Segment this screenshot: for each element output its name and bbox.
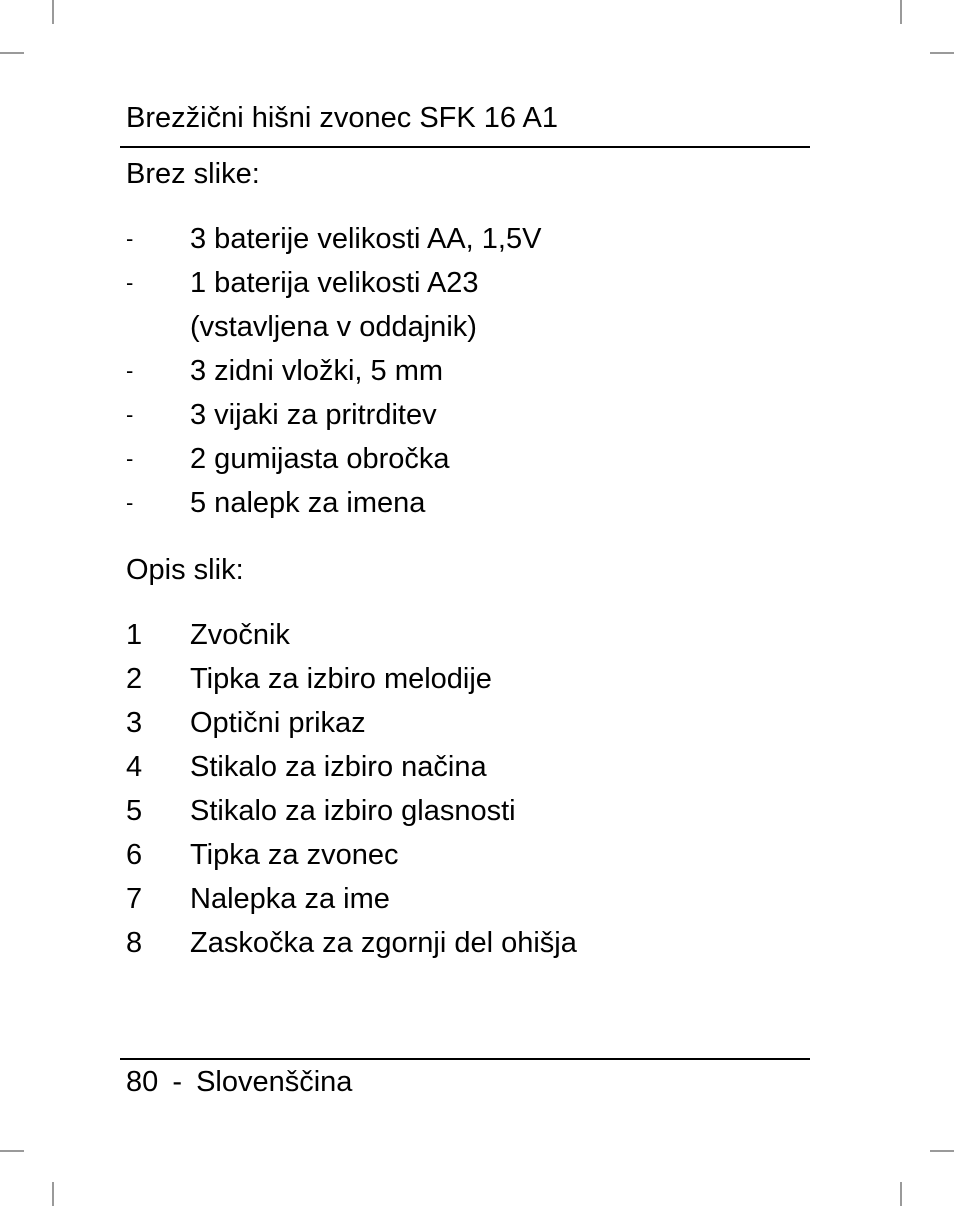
page-number: 80 xyxy=(126,1066,159,1098)
list-item xyxy=(126,921,577,965)
list-item xyxy=(126,349,541,393)
list-item-text: Zvočnik xyxy=(190,619,290,651)
page-title: Brezžični hišni zvonec SFK 16 A1 xyxy=(126,102,558,134)
not-pictured-heading: Brez slike: xyxy=(126,158,260,190)
figure-legend-heading: Opis slik: xyxy=(126,554,244,586)
list-item-text: 2 gumijasta obročka xyxy=(190,443,450,475)
list-item-text: 5 nalepk za imena xyxy=(190,487,426,519)
list-item-text: 3 vijaki za pritrditev xyxy=(190,399,437,431)
page-footer xyxy=(126,1064,352,1100)
crop-mark-top-left-h xyxy=(0,52,24,54)
list-item xyxy=(126,305,541,349)
list-marker: 7 xyxy=(126,883,143,915)
list-item xyxy=(126,261,541,305)
list-item-text: 1 baterija velikosti A23 xyxy=(190,267,479,299)
list-marker: - xyxy=(126,402,134,427)
list-marker: 4 xyxy=(126,751,143,783)
footer-language: Slovenščina xyxy=(196,1066,353,1098)
list-item-text: Stikalo za izbiro glasnosti xyxy=(190,795,516,827)
list-item-text: Tipka za izbiro melodije xyxy=(190,663,492,695)
list-marker: 3 xyxy=(126,707,143,739)
list-item xyxy=(126,613,577,657)
list-item-text: Tipka za zvonec xyxy=(190,839,399,871)
list-item xyxy=(126,217,541,261)
list-item-text: Stikalo za izbiro načina xyxy=(190,751,487,783)
list-item xyxy=(126,393,541,437)
list-marker: - xyxy=(126,490,134,515)
list-marker: - xyxy=(126,270,134,295)
crop-mark-bottom-right xyxy=(900,1182,902,1206)
not-pictured-list xyxy=(126,217,541,525)
crop-mark-bottom-right-h xyxy=(930,1150,954,1152)
list-item-text: Zaskočka za zgornji del ohišja xyxy=(190,927,577,959)
footer-separator: - xyxy=(172,1066,182,1098)
figure-legend-list xyxy=(126,613,577,965)
list-marker: - xyxy=(126,226,134,251)
list-item-text: (vstavljena v oddajnik) xyxy=(190,311,477,343)
footer-rule xyxy=(120,1058,810,1060)
list-item-text: Nalepka za ime xyxy=(190,883,390,915)
crop-mark-top-right xyxy=(900,0,902,24)
list-item xyxy=(126,481,541,525)
list-item xyxy=(126,833,577,877)
list-item-text: Optični prikaz xyxy=(190,707,366,739)
list-marker: 6 xyxy=(126,839,143,871)
list-item xyxy=(126,437,541,481)
crop-mark-bottom-left-h xyxy=(0,1150,24,1152)
list-item xyxy=(126,789,577,833)
list-marker: - xyxy=(126,446,134,471)
list-marker: - xyxy=(126,358,134,383)
list-marker: 2 xyxy=(126,663,143,695)
list-item xyxy=(126,877,577,921)
crop-mark-top-left xyxy=(52,0,54,24)
list-marker: 8 xyxy=(126,927,143,959)
list-marker: 1 xyxy=(126,619,143,651)
list-item-text: 3 zidni vložki, 5 mm xyxy=(190,355,444,387)
list-item-text: 3 baterije velikosti AA, 1,5V xyxy=(190,223,542,255)
list-marker: 5 xyxy=(126,795,143,827)
list-item xyxy=(126,657,577,701)
list-item xyxy=(126,701,577,745)
list-item xyxy=(126,745,577,789)
crop-mark-top-right-h xyxy=(930,52,954,54)
header-rule xyxy=(120,146,810,148)
crop-mark-bottom-left xyxy=(52,1182,54,1206)
